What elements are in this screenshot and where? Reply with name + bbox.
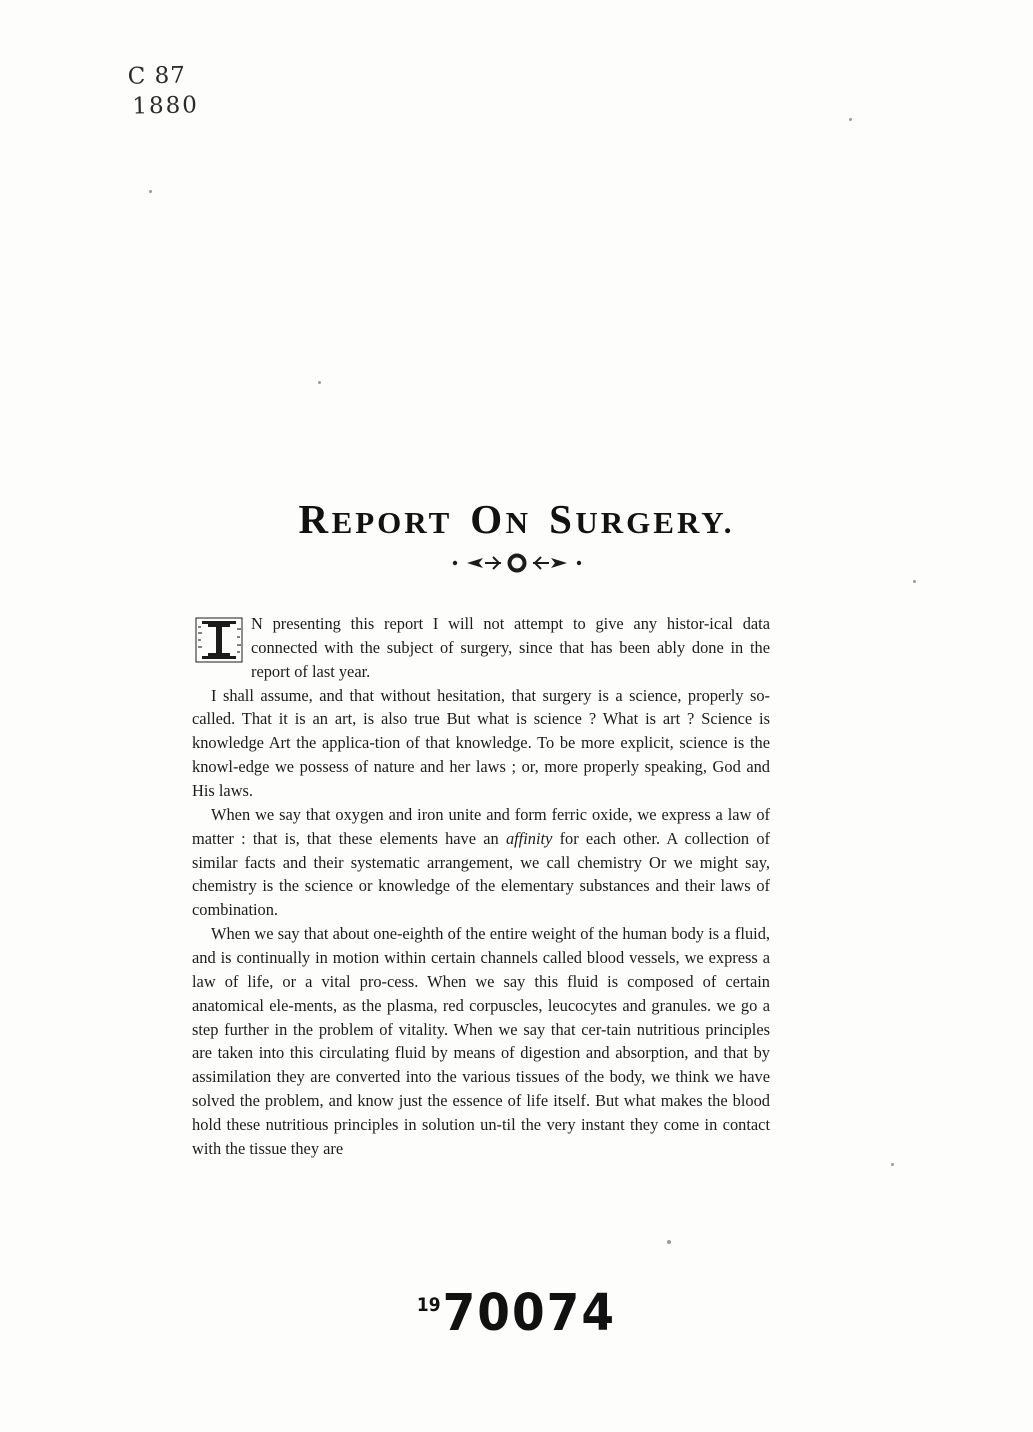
paragraph-3-emphasis: affinity [505, 828, 553, 848]
call-number-line-2: 1880 [132, 92, 200, 120]
paragraph-1 [192, 612, 770, 684]
accession-number-stamp [0, 1284, 1033, 1343]
page-speckle [891, 1163, 894, 1166]
body-text-column [192, 612, 770, 1161]
paragraph-1-text: N presenting this report I will not attempt to give any histor-ical data connected with the subject of surgery, since that has been ably done in the report of last year. [251, 614, 770, 681]
page-title [0, 495, 1033, 543]
call-number-line-1: C 87 [127, 62, 187, 90]
page-speckle [849, 118, 852, 121]
paragraph-3-text-before-emphasis: When we say that oxygen and iron unite and form ferric oxide, we express a law of matter : that is, that these elements have an [192, 804, 770, 848]
page-speckle [667, 1240, 671, 1244]
paragraph-2-text: I shall assume, and that without hesitation, that surgery is a science, properly so-called. That it is an art, is also true But what is science ? What is art ? Science is knowledge Art the applica-tion of that knowledge. To be more explicit, science is the knowl-edge we possess of nature and her laws ; or, more properly speaking, God and His laws. [192, 685, 770, 801]
title-word-on: ON [470, 496, 532, 543]
paragraph-2 [192, 684, 770, 803]
accession-number: 70074 [442, 1283, 617, 1344]
paragraph-3 [192, 803, 770, 922]
page-speckle [913, 580, 916, 583]
drop-cap-i-icon [192, 614, 246, 666]
ornamental-divider [0, 552, 1033, 576]
paragraph-4 [192, 922, 770, 1161]
paragraph-4-text: When we say that about one-eighth of the entire weight of the human body is a fluid, and is continually in motion within certain channels called blood vessels, we express a law of life, or a vital pro-cess. When we say this fluid is composed of certain anatomical ele-ments, as the plasma, red corpuscles, leucocytes and granules. we go a step further in the problem of vitality. When we say that cer-tain nutritious principles are taken into this circulating fluid by means of digestion and absorption, and that by assimilation they are converted into the various tissues of the body, we think we have solved the problem, and know just the essence of life itself. But what makes the blood hold these nutritious principles in solution un-til the very instant they come in contact with the tissue they are [192, 924, 770, 1158]
page-speckle [149, 190, 152, 193]
paragraph-3-text-after-emphasis: for each other. A collection of similar facts and their systematic arrangement, we call chemistry Or we might say, chemistry is the science or knowledge of the elementary substances and their laws of combination. [192, 828, 771, 920]
accession-prefix: 19 [416, 1294, 441, 1317]
handwritten-call-number [127, 61, 199, 122]
page-speckle [318, 381, 321, 384]
title-word-report: REPORT [298, 496, 453, 543]
title-word-surgery: SURGERY. [549, 496, 735, 543]
